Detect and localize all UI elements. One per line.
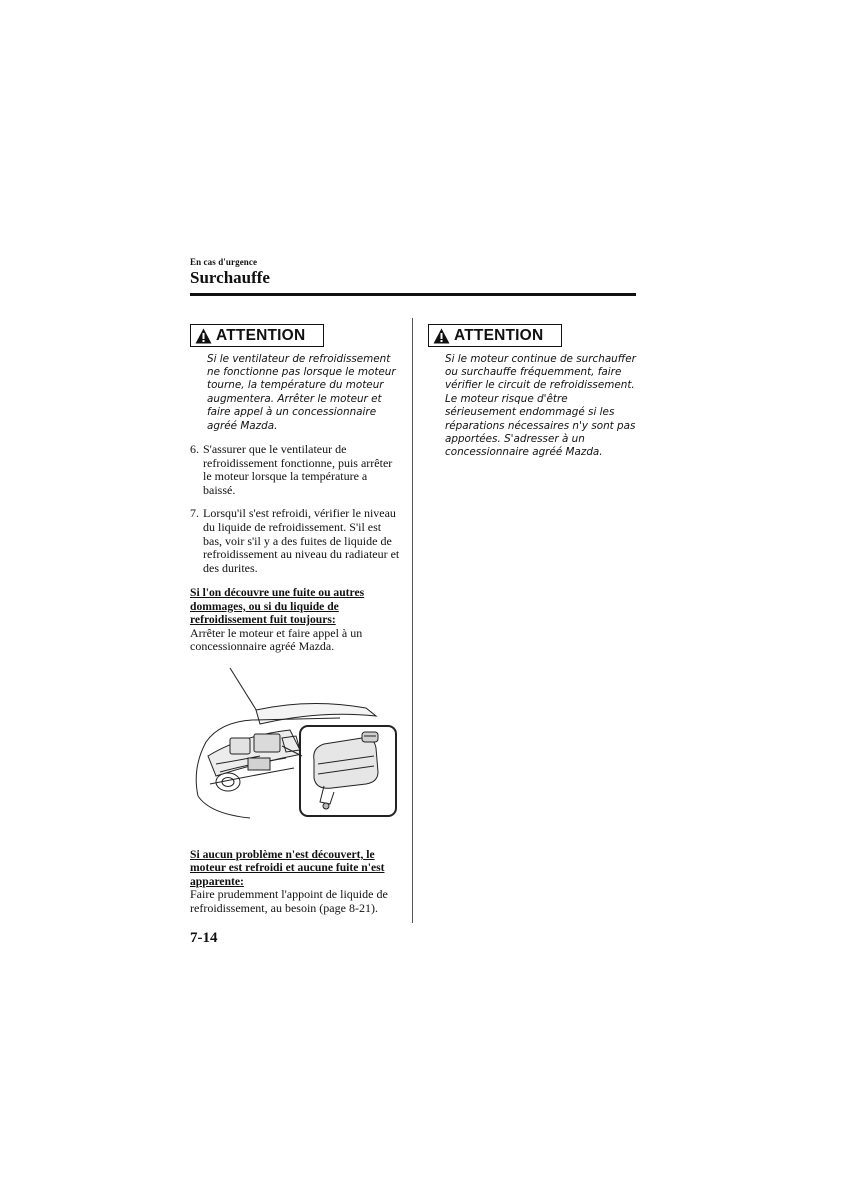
left-column — [190, 324, 402, 915]
step-text: Lorsqu'il s'est refroidi, vérifier le niveau du liquide de refroidissement. S'il est bas, voir s'il y a des fuites de liquide de refroidissement au niveau du radiateur et des durites. — [203, 506, 400, 575]
attention-text-right: Si le moteur continue de surchauffer ou surchauffe fréquemment, faire vérifier le circuit de refroidissement. Le moteur risque d'être sérieusement endommagé si les réparations nécessaires n'y sont pas apportées. S'adresser à un concessionnaire agréé Mazda. — [445, 352, 636, 459]
warning-triangle-icon — [195, 328, 212, 344]
attention-box-right — [428, 324, 562, 347]
step-7 — [190, 507, 402, 575]
attention-box-left — [190, 324, 324, 347]
ok-text: Faire prudemment l'appoint de liquide de refroidissement, au besoin (page 8-21). — [190, 886, 388, 915]
leak-text: Arrêter le moteur et faire appel à un concessionnaire agréé Mazda. — [190, 625, 363, 654]
step-number: 7. — [190, 506, 199, 521]
ok-heading: Si aucun problème n'est découvert, le moteur est refroidi et aucune fuite n'est apparente: — [190, 847, 385, 888]
step-6 — [190, 443, 402, 497]
warning-triangle-icon — [433, 328, 450, 344]
attention-label: ATTENTION — [454, 326, 544, 344]
leak-heading: Si l'on découvre une fuite ou autres dommages, ou si du liquide de refroidissement fuit toujours: — [190, 586, 365, 627]
right-column — [428, 324, 640, 460]
column-divider — [412, 318, 413, 923]
page-title: Surchauffe — [190, 268, 270, 287]
coolant-reservoir-illustration — [190, 664, 402, 834]
attention-label: ATTENTION — [216, 326, 306, 344]
page-number: 7-14 — [190, 930, 218, 946]
section-label: En cas d'urgence — [190, 257, 258, 267]
step-number: 6. — [190, 441, 199, 456]
attention-text-left: Si le ventilateur de refroidissement ne fonctionne pas lorsque le moteur tourne, la température du moteur augmentera. Arrêter le moteur et faire appel à un concessionnaire agréé Mazda. — [207, 352, 396, 432]
step-text: S'assurer que le ventilateur de refroidissement fonctionne, puis arrêter le moteur lorsque la température a baissé. — [203, 441, 393, 497]
title-rule — [190, 293, 636, 296]
